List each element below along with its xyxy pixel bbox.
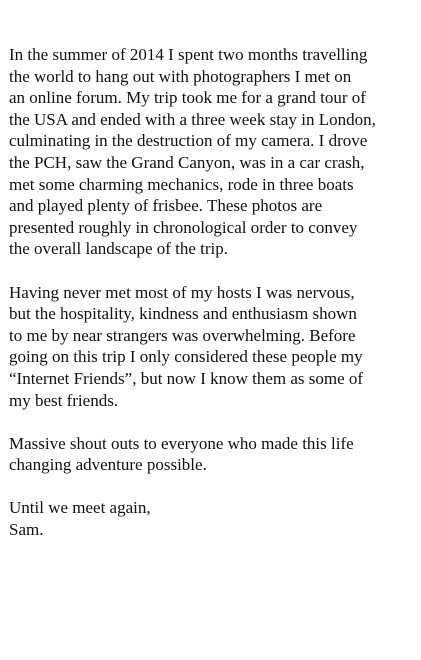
text-line: an online forum. My trip took me for a grand tour of bbox=[9, 88, 366, 108]
signoff-paragraph bbox=[9, 497, 411, 540]
text-line: the overall landscape of the trip. bbox=[9, 239, 229, 259]
text-line: to me by near strangers was overwhelming. Before bbox=[9, 325, 356, 345]
text-line: met some charming mechanics, rode in three boats bbox=[9, 174, 354, 194]
text-line: culminating in the destruction of my camera. I drove bbox=[9, 131, 368, 151]
text-line: my best friends. bbox=[9, 390, 119, 410]
closing-line: Until we meet again, bbox=[9, 498, 151, 518]
text-line: the world to hang out with photographers I met on bbox=[9, 66, 352, 86]
text-line: “Internet Friends”, but now I know them as some of bbox=[9, 368, 364, 388]
text-line: Massive shout outs to everyone who made this life bbox=[9, 433, 354, 453]
text-line: the USA and ended with a three week stay in London, bbox=[9, 109, 376, 129]
text-line: Having never met most of my hosts I was nervous, bbox=[9, 282, 355, 302]
hosts-paragraph bbox=[9, 282, 411, 412]
text-line: In the summer of 2014 I spent two months travelling bbox=[9, 45, 368, 64]
thanks-paragraph bbox=[9, 433, 411, 476]
intro-paragraph bbox=[9, 44, 411, 260]
text-line: going on this trip I only considered these people my bbox=[9, 347, 363, 367]
text-line: and played plenty of frisbee. These photos are bbox=[9, 196, 323, 216]
signature-name: Sam. bbox=[9, 520, 44, 540]
text-line: changing adventure possible. bbox=[9, 455, 207, 475]
text-line: presented roughly in chronological order to convey bbox=[9, 217, 358, 237]
text-line: but the hospitality, kindness and enthusiasm shown bbox=[9, 304, 357, 324]
text-line: the PCH, saw the Grand Canyon, was in a car crash, bbox=[9, 152, 365, 172]
